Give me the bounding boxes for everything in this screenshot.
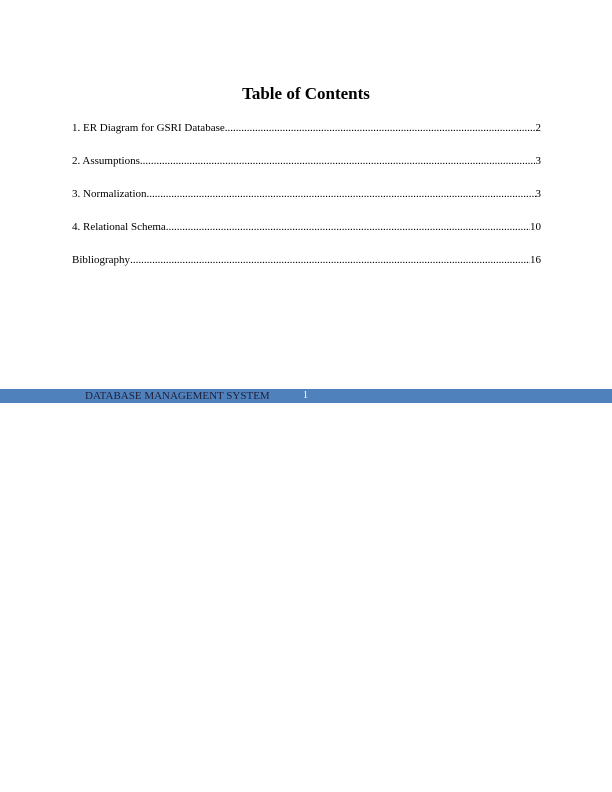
toc-list xyxy=(72,118,541,283)
toc-entry-label: 3. Normalization xyxy=(72,188,147,200)
toc-entry-page: 16 xyxy=(530,254,541,266)
toc-entry-label: 4. Relational Schema xyxy=(72,221,166,233)
toc-entry-page: 2 xyxy=(535,122,541,134)
toc-leader-dots xyxy=(130,250,530,271)
toc-entry-page: 3 xyxy=(535,155,541,167)
toc-entry-label: Bibliography xyxy=(72,254,131,266)
toc-title: Table of Contents xyxy=(242,84,370,103)
footer-page-number: 1 xyxy=(303,390,308,401)
toc-entry-normalization[interactable] xyxy=(72,184,541,205)
toc-leader-dots xyxy=(225,118,536,139)
toc-entry-er-diagram[interactable] xyxy=(72,118,541,139)
toc-entry-label: 1. ER Diagram for GSRI Database xyxy=(72,122,225,134)
toc-leader-dots xyxy=(147,184,536,205)
toc-entry-page: 10 xyxy=(530,221,541,233)
toc-leader-dots xyxy=(166,217,530,238)
toc-entry-assumptions[interactable] xyxy=(72,151,541,172)
toc-entry-page: 3 xyxy=(535,188,541,200)
footer-title: DATABASE MANAGEMENT SYSTEM xyxy=(85,390,270,402)
toc-entry-relational-schema[interactable] xyxy=(72,217,541,238)
toc-entry-label: 2. Assumptions xyxy=(72,155,140,167)
footer-bar xyxy=(0,389,612,403)
toc-leader-dots xyxy=(140,151,536,172)
toc-entry-bibliography[interactable] xyxy=(72,250,541,271)
